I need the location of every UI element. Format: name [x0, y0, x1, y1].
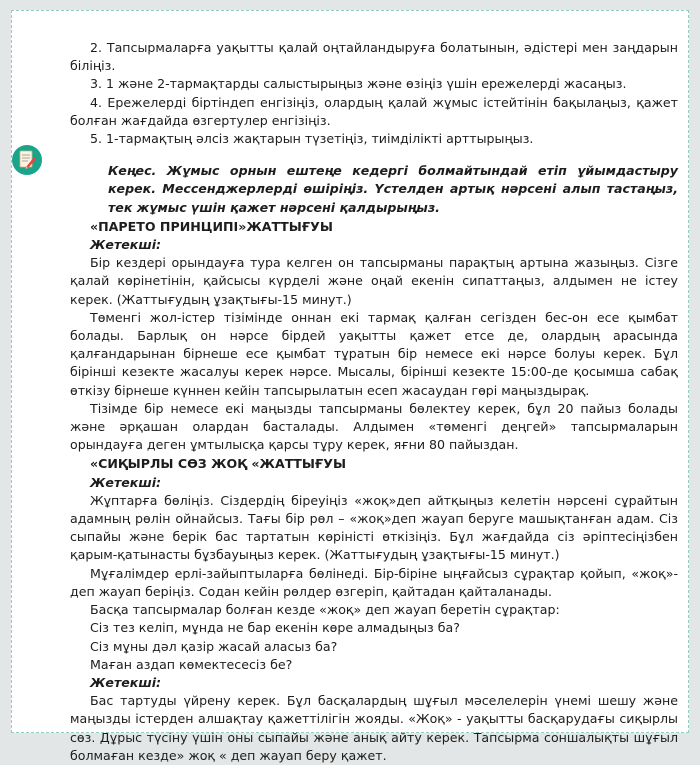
question-3: Маған аздап көмектесесіз бе? [90, 656, 293, 672]
step-3: 3. 1 және 2-тармақтарды салыстырыңыз және өзіңіз үшін ережелерді жасаңыз. [90, 76, 627, 92]
magic-questions-intro: Басқа тапсырмалар болған кезде «жоқ» деп жауап беретін сұрақтар: [90, 602, 560, 618]
magic-leader-label-1: Жетекші: [90, 474, 162, 490]
step-5: 5. 1-тармақтың әлсіз жақтарын түзетіңіз, тиімділікті арттырыңыз. [90, 131, 534, 147]
page [11, 10, 689, 763]
tip-text: Кеңес. Жұмыс орнын ештеңе кедергі болмайтындай етіп ұйымдастыру керек. Мессенджерлерді өшіріңіз. Үстелден артық нәрсені алып тастаңыз, тек жұмыс үшін қажет нәрсені қалдырыңыз. [108, 163, 678, 215]
magic-title: «СИҚЫРЛЫ СӨЗ ЖОҚ «ЖАТТЫҒУЫ [90, 456, 347, 472]
magic-leader-label-2: Жетекші: [90, 674, 162, 690]
magic-paragraph-2: Мұғалімдер ерлі-зайыптыларға бөлінеді. Бір-біріне ыңғайсыз сұрақтар қойып, «жоқ»-деп жауап беріңіз. Содан кейін рөлдер өзгеріп, қайтадан қайталанады. [70, 565, 678, 599]
step-2: 2. Тапсырмаларға уақытты қалай оңтайландыруға болатынын, әдістері мен заңдарын біліңіз. [70, 40, 678, 74]
pareto-title: «ПАРЕТО ПРИНЦИПІ»ЖАТТЫҒУЫ [90, 218, 333, 234]
pareto-paragraph-1: Бір кездері орындауға тура келген он тапсырманы парақтың артына жазыңыз. Сізге қалай көрінетінін, қайсысы күрделі және оңай екенін сипаттаңыз, алдымен не істеу керек. (Жаттығудың ұзақтығы-15 минут.) [70, 255, 678, 307]
question-2: Сіз мұны дәл қазір жасай аласыз ба? [90, 638, 338, 654]
question-1: Сіз тез келіп, мұнда не бар екенін көре алмадыңыз ба? [90, 620, 460, 636]
pareto-paragraph-3: Тізімде бір немесе екі маңызды тапсырманы бөлектеу керек, бұл 20 пайыз болады және әрқашан олардан басталады. Алдымен «төменгі деңгей» тапсырмаларын орындауға деген ұмтылысқа қарсы тұру керек, яғни 80 пайыздан. [70, 400, 678, 453]
magic-paragraph-1: Жұптарға бөліңіз. Сіздердің біреуіңіз «жоқ»деп айтқыңыз келетін нәрсені сұрайтын адамның рөлін ойнайсыз. Тағы бір рөл – «жоқ»деп жауап беруге машықтанған адам. Сіз сыпайы және берік бас тартатын көріністі өткізіңіз. Бұл жағдайда сіз әріптесіңізбен қарым-қатынасты бұзбауыңыз керек. (Жаттығудың ұзақтығы-15 минут.) [70, 492, 678, 563]
step-4: 4. Ережелерді біртіндеп енгізіңіз, олардың қалай жұмыс істейтінін бақылаңыз, қажет болған жағдайда өзгертулер енгізіңіз. [70, 94, 678, 128]
notepad-pencil-icon [12, 145, 42, 175]
pareto-paragraph-2: Төменгі жол-істер тізімінде оннан екі тармақ қалған сегізден бес-он есе қымбат болады. Барлық он нәрсе бірдей уақытты қажет етсе де, олардың арасында қалғандарынан бірнеше есе қымбат тұратын бір немесе екі нәрсе болуы керек. Бұл бірінші кезекте жасалуы керек нәрсе. Мысалы, бірінші кезекте 15:00-де қосымша сабақ өткізу бірнеше күннен кейін тапсырылатын есеп жасаудан гөрі маңыздырақ. [70, 309, 678, 398]
pareto-leader-label: Жетекші: [90, 237, 162, 253]
magic-paragraph-3: Бас тартуды үйрену керек. Бұл басқалардың шұғыл мәселелерін үнемі шешу және маңызды істерден алшақтау қажеттілігін жояды. «Жоқ» - уақытты басқарудағы сиқырлы сөз. Дұрыс түсіну үшін оны сыпайы және анық айту керек. Тапсырма соншалықты шұғыл болмаған кезде» жоқ « деп жауап беру қажет. [70, 693, 678, 763]
document-body [70, 39, 678, 765]
